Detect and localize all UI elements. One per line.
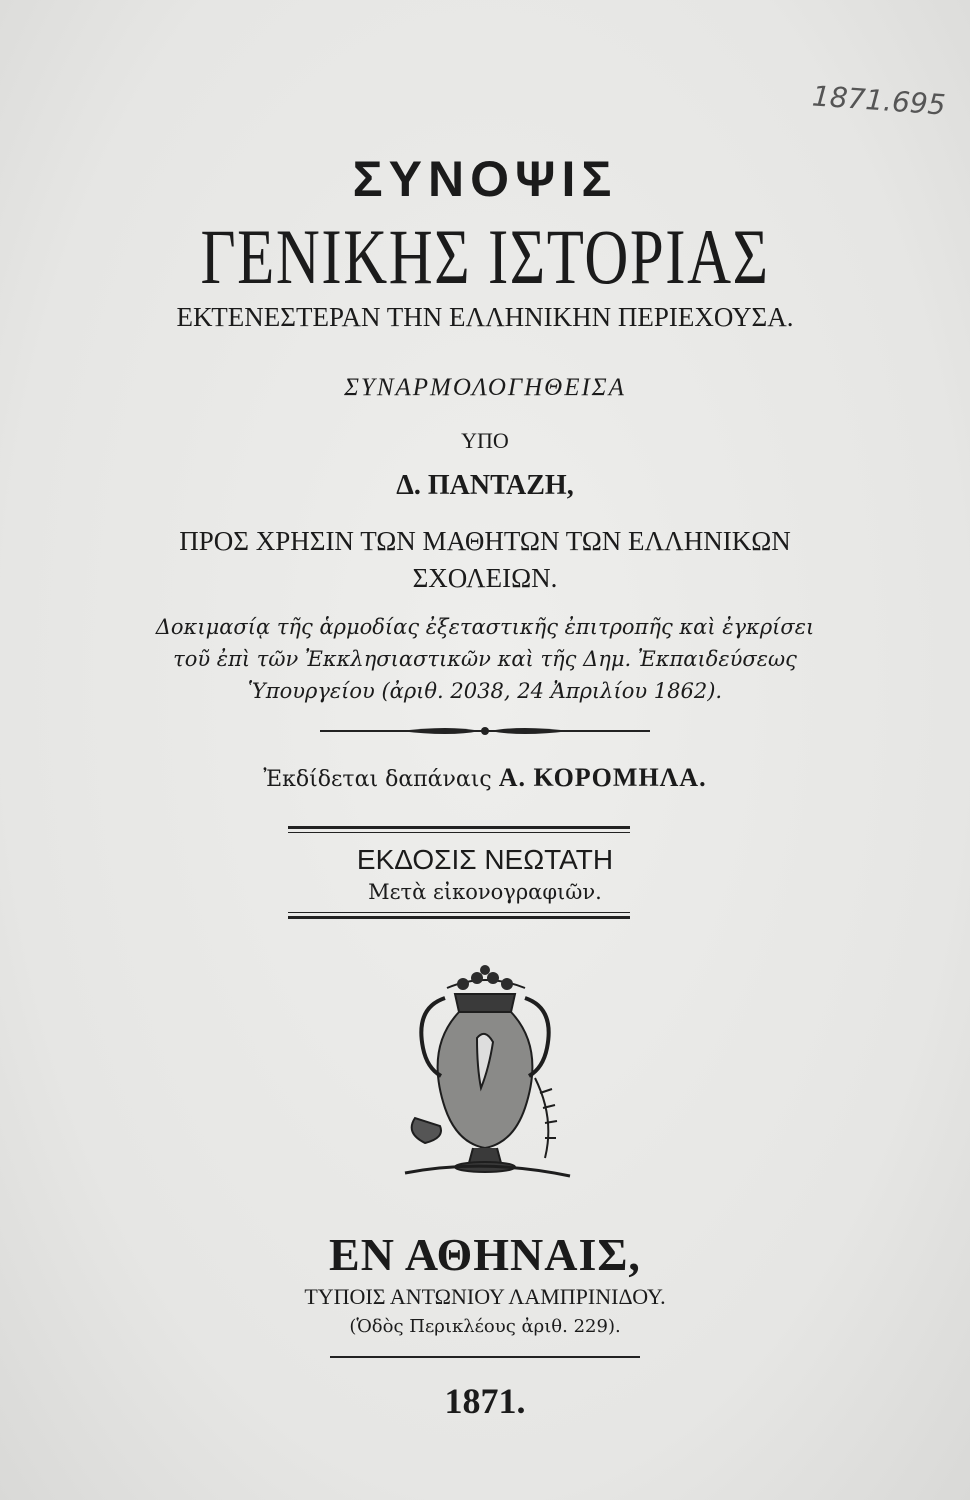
edition-rule-top (288, 826, 630, 829)
title-line-2: ΓΕΝΙΚΗΣ ΙΣΤΟΡΙΑΣ (200, 213, 770, 300)
imprint-address: (Ὁδὸς Περικλέους ἀριθ. 229). (349, 1316, 621, 1337)
purpose-line-2: ΣΧΟΛΕΙΩΝ. (412, 563, 558, 593)
author-name: Δ. ΠΑΝΤΑΖΗ, (396, 470, 574, 501)
vase-vignette (385, 958, 585, 1188)
imprint-place: ΕΝ ΑΘΗΝΑΙΣ, (329, 1229, 641, 1280)
title-line-3: ΕΚΤΕΝΕΣΤΕΡΑΝ ΤΗΝ ΕΛΛΗΝΙΚΗΝ ΠΕΡΙΕΧΟΥΣΑ. (176, 302, 794, 332)
approval-line-3: Ὑπουργείου (ἀριθ. 2038, 24 Ἀπριλίου 1862). (247, 679, 723, 703)
edition-rule-bottom (288, 916, 630, 919)
edition-rule-bottom-thin (288, 912, 630, 913)
purpose-line-1: ΠΡΟΣ ΧΡΗΣΙΝ ΤΩΝ ΜΑΘΗΤΩΝ ΤΩΝ ΕΛΛΗΝΙΚΩΝ (179, 526, 791, 556)
handwritten-shelfmark: 1871.695 (811, 79, 947, 122)
edition-label: ΕΚΔΟΣΙΣ ΝΕΩΤΑΤΗ (356, 844, 614, 875)
compiled-label: ΣΥΝΑΡΜΟΛΟΓΗΘΕΙΣΑ (344, 374, 626, 401)
publisher-name: Α. ΚΟΡΟΜΗΛΑ. (498, 763, 707, 792)
approval-line-1: Δοκιμασίᾳ τῆς ἁρμοδίας ἐξεταστικῆς ἐπιτροπῆς καὶ ἐγκρίσει (155, 615, 815, 639)
publisher-line (0, 763, 970, 793)
edition-note: Μετὰ εἰκονογραφιῶν. (368, 880, 602, 904)
imprint-rule (330, 1356, 640, 1358)
edition-rule-top-thin (288, 832, 630, 833)
imprint-year: 1871. (444, 1381, 526, 1421)
imprint-printer: ΤΥΠΟΙΣ ΑΝΤΩΝΙΟΥ ΛΑΜΠΡΙΝΙΔΟΥ. (304, 1284, 666, 1309)
publisher-prefix: Ἐκδίδεται δαπάναις (263, 767, 492, 792)
by-label: ΥΠΟ (461, 428, 509, 453)
approval-line-2: τοῦ ἐπὶ τῶν Ἐκκλησιαστικῶν καὶ τῆς Δημ. Ἐκπαιδεύσεως (173, 647, 797, 671)
ornamental-rule (320, 722, 650, 740)
title-line-1: ΣΥΝΟΨΙΣ (352, 151, 618, 207)
